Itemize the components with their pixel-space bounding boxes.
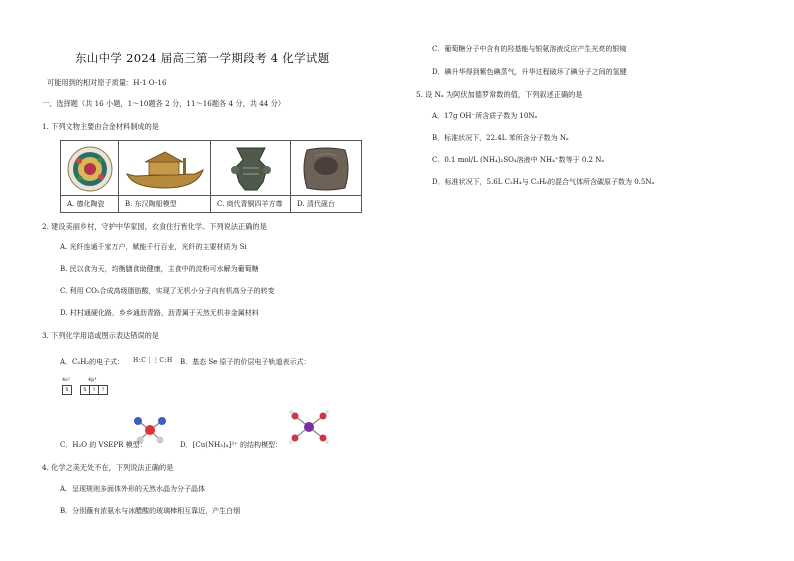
q1-caption-b: B. 东汉陶船模型: [119, 195, 210, 212]
q4-option-a: A．呈现规则多面体外形的天然水晶为分子晶体: [60, 485, 206, 493]
bronze-zun-image: [215, 144, 286, 194]
q3-option-d: D．[Cu(NH₃)₄]²⁺ 的结构模型：: [180, 441, 282, 449]
q1-stem: 1. 下列文物主要由合金材料制成的是: [42, 122, 159, 131]
q1-caption-d: D. 清代砚台: [291, 195, 361, 212]
copper-complex-model-image: [285, 404, 333, 454]
q4-option-c: C．葡萄糖分子中含有的羟基能与银氨溶液反应产生光亮的银镜: [432, 45, 627, 53]
q1-option-c: [211, 141, 291, 212]
orbital-4s-label: 4s²: [62, 377, 70, 383]
q2-option-a: A. 光纤连通千家万户，赋能千行百业，光纤的主要材质为 Si: [60, 243, 247, 251]
q1-caption-c: C. 商代青铜四羊方尊: [211, 195, 290, 212]
q1-image-table: [60, 140, 362, 213]
q3-option-a: A．C₂H₂的电子式：: [60, 358, 125, 366]
q4-stem: 4. 化学之美无处不在，下列说法正确的是: [42, 463, 174, 472]
q5-option-c: C．0.1 mol/L (NH₄)₂SO₄溶液中 NH₄⁺数等于 0.2 Nₐ: [432, 156, 605, 164]
q2-stem: 2. 建设美丽乡村，守护中华家园，衣食住行皆化学。下列说法正确的是: [42, 222, 267, 231]
q1-option-d: [291, 141, 361, 212]
porcelain-plate-image: [65, 144, 114, 194]
q5-option-b: B．标准状况下，22.4L 苯所含分子数为 Nₐ: [432, 134, 569, 142]
q1-option-b: [119, 141, 211, 212]
acetylene-electron-formula: H:C⋮⋮C:H: [133, 357, 173, 364]
q3-option-b: B．基态 Se 原子的价层电子轨道表示式：: [180, 358, 311, 366]
q2-option-c: C. 利用 CO₂合成高级脂肪酸，实现了无机小分子向有机高分子的转变: [60, 287, 275, 295]
atomic-masses: 可能用到的相对原子质量：H-1 O-16: [47, 78, 167, 87]
q5-option-d: D．标准状况下，5.6L C₂H₄与 C₃H₆的混合气体所含碳原子数为 0.5Nₐ: [432, 178, 655, 186]
q2-option-d: D. 村村通硬化路，乡乡通沥青路，沥青属于天然无机非金属材料: [60, 309, 259, 317]
orbital-4p-label: 4p⁴: [88, 377, 97, 383]
q4-option-d: D．碘升华得到紫色碘蒸气，升华过程破坏了碘分子之间的氢键: [432, 68, 627, 76]
q5-option-a: A．17g OH⁻所含质子数为 10Nₐ: [432, 112, 538, 120]
page-title: 东山中学 2024 届高三第一学期段考 4 化学试题: [75, 51, 330, 65]
q5-stem: 5. 设 Nₐ 为阿伏加德罗常数的值，下列叙述正确的是: [416, 90, 583, 99]
pottery-boat-image: [123, 144, 206, 194]
inkstone-image: [295, 144, 357, 194]
section-heading: 一、选择题（共 16 小题，1～10题各 2 分，11～16题各 4 分，共 44 分）: [42, 99, 286, 108]
q3-option-c: C．H₂O 的 VSEPR 模型：: [60, 441, 147, 449]
q3-stem: 3. 下列化学用语或图示表达错误的是: [42, 331, 159, 340]
q2-option-b: B. 民以食为天，均衡膳食助健康，主食中的淀粉可水解为葡萄糖: [60, 265, 259, 273]
q4-option-b: B．分别蘸有浓氨水与冰醋酸的玻璃棒相互靠近，产生白烟: [60, 507, 241, 515]
q1-option-a: [61, 141, 119, 212]
q1-caption-a: A. 德化陶瓷: [61, 195, 118, 212]
